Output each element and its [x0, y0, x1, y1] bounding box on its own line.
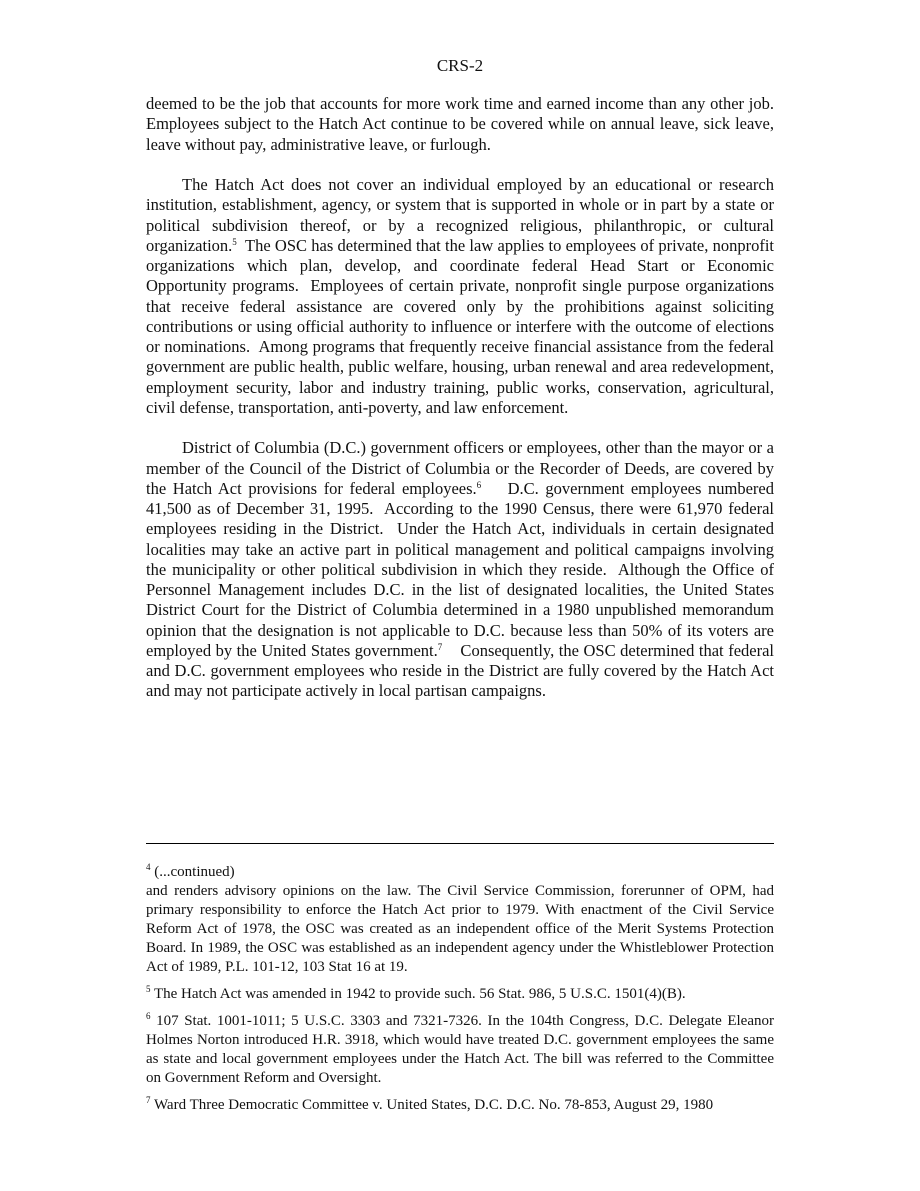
- page-header: CRS-2: [436, 56, 484, 75]
- paragraph-2-text-a: The Hatch Act does not cover an individual employed by an educational or research institution, establishment, agency, or system that is supported in whole or in part by a state or political subdivision thereof, or by a recognized religious, philanthropic, or cultural organization.: [146, 175, 774, 255]
- footnote-7: [146, 1096, 774, 1115]
- footnote-divider: [146, 843, 774, 844]
- footnote-ref-5[interactable]: 5: [232, 236, 237, 247]
- paragraph-2-text-b: The OSC has determined that the law applies to employees of private, nonprofit organizations which plan, develop, and coordinate federal Head Start or Economic Opportunity programs. Employees of certain private, nonprofit single purpose organizations that receive federal assistance are covered only by the prohibitions against soliciting contributions or using official authority to influence or interfere with the outcome of elections or nominations. Among programs that frequently receive financial assistance from the federal government are public health, public welfare, housing, urban renewal and area redevelopment, employment security, labor and industry training, public works, conservation, agricultural, civil defense, transportation, anti-poverty, and law enforcement.: [146, 235, 779, 417]
- footnote-6: [146, 1012, 774, 1088]
- footnote-5: [146, 985, 774, 1004]
- paragraph-3-text-a: District of Columbia (D.C.) government officers or employees, other than the mayor or a member of the Council of the District of Columbia or the Recorder of Deeds, are covered by the Hatch Act provisions for federal employees.: [146, 438, 774, 498]
- paragraph-3-text-c: Consequently, the OSC determined that federal and D.C. government employees who reside in the District are fully covered by the Hatch Act and may not participate actively in local partisan campaigns.: [146, 640, 779, 701]
- paragraph-3-text-b: D.C. government employees numbered 41,500 as of December 31, 1995. According to the 1990 Census, there were 61,970 federal employees residing in the District. Under the Hatch Act, individuals in certain designated localities may take an active part in political management and political campaigns involving the municipality or other political subdivision in which they reside. Although the Office of Personnel Management includes D.C. in the list of designated localities, the United States District Court for the District of Columbia determined in a 1980 unpublished memorandum opinion that the designation is not applicable to D.C. because less than 50% of its voters are employed by the United States government.: [146, 478, 779, 660]
- footnote-text: (...continued): [150, 864, 235, 880]
- footnote-4-continued: [146, 863, 774, 882]
- footnote-number: 5: [146, 984, 151, 994]
- footnote-4-body: and renders advisory opinions on the law. The Civil Service Commission, forerunner of OPM, had primary responsibility to enforce the Hatch Act prior to 1979. With enactment of the Civil Service Reform Act of 1978, the OSC was created as an independent office of the Merit Systems Protection Board. In 1989, the OSC was established as an independent agency under the Whistleblower Protection Act of 1989, P.L. 101-12, 103 Stat 16 at 19.: [146, 883, 774, 975]
- footnote-text: Ward Three Democratic Committee v. United States, D.C. D.C. No. 78-853, August 29, 1980: [150, 1097, 714, 1113]
- footnote-number: 7: [146, 1095, 151, 1105]
- footnote-number: 4: [146, 862, 151, 872]
- footnote-text: The Hatch Act was amended in 1942 to provide such. 56 Stat. 986, 5 U.S.C. 1501(4)(B).: [150, 986, 686, 1002]
- paragraph-3: [146, 438, 779, 701]
- paragraph-2: [146, 175, 779, 418]
- footnote-number: 6: [146, 1011, 151, 1021]
- footnote-ref-6[interactable]: 6: [476, 479, 482, 490]
- paragraph-1: deemed to be the job that accounts for more work time and earned income than any other job. Employees subject to the Hatch Act continue to be covered while on annual leave, sick leave, leave without pay, administrative leave, or furlough.: [146, 94, 774, 154]
- footnotes: [146, 863, 774, 1123]
- footnote-ref-7[interactable]: 7: [437, 641, 443, 652]
- footnote-text: 107 Stat. 1001-1011; 5 U.S.C. 3303 and 7321-7326. In the 104th Congress, D.C. Delegate Eleanor Holmes Norton introduced H.R. 3918, which would have treated D.C. government employees the same as state and local government employees under the Hatch Act. The bill was referred to the Committee on Government Reform and Oversight.: [146, 1013, 774, 1086]
- main-body: [146, 94, 779, 722]
